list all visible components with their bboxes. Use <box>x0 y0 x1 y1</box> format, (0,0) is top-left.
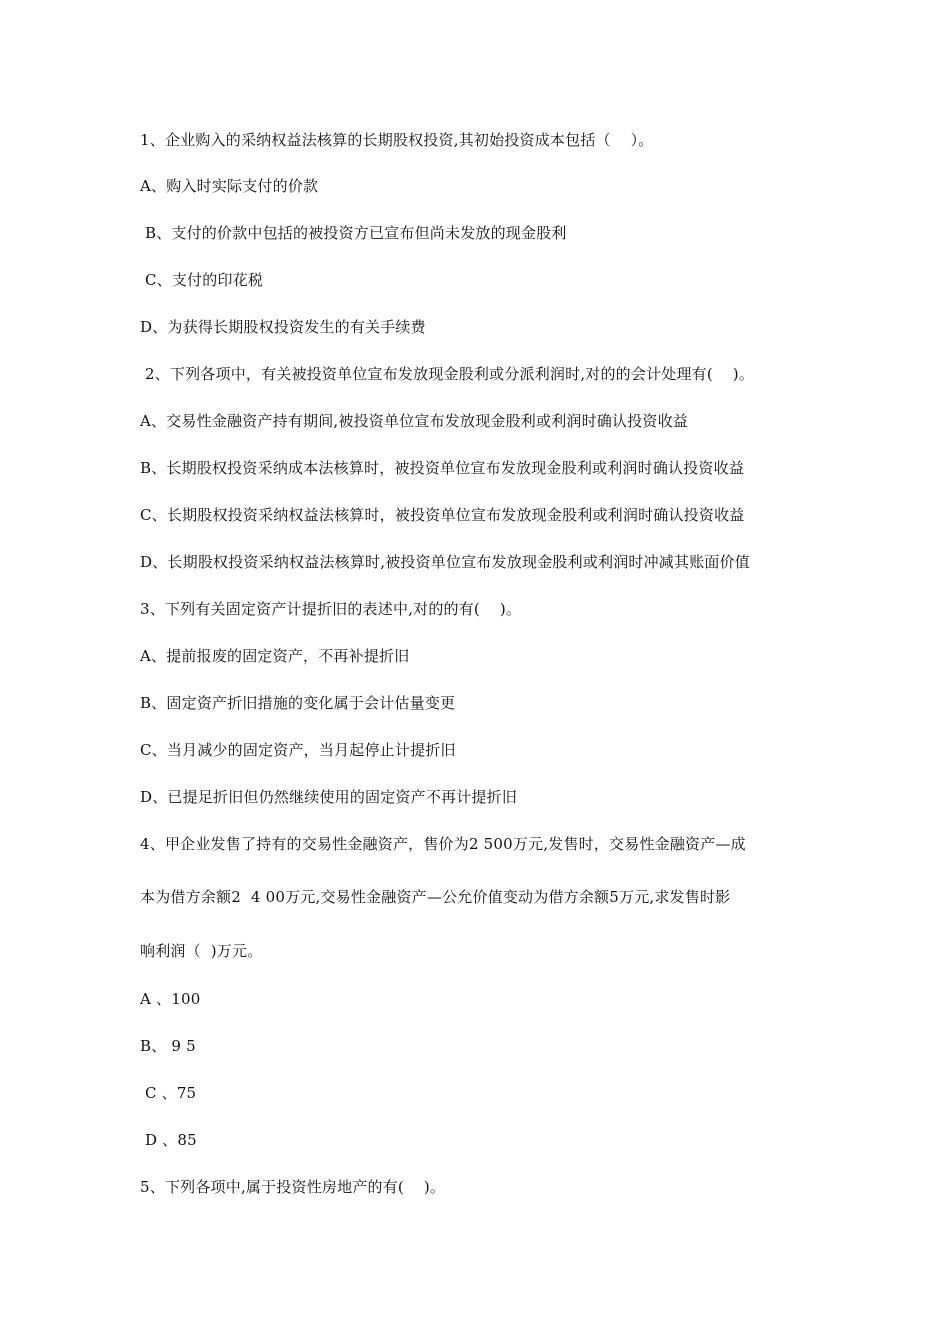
question-4-text-line-2: 本为借方余额2 4 00万元,交易性金融资产—公允价值变动为借方余额5万元,求发售时影 <box>140 888 731 906</box>
question-5-text: 5、下列各项中,属于投资性房地产的有( )。 <box>140 1178 446 1196</box>
question-4-text-line-1: 4、甲企业发售了持有的交易性金融资产，售价为2 500万元,发售时，交易性金融资产—成 <box>140 835 746 853</box>
question-4-option-c: C 、75 <box>140 1084 197 1102</box>
question-2-option-d: D、长期股权投资采纳权益法核算时,被投资单位宣布发放现金股利或利润时冲减其账面价值 <box>140 553 750 571</box>
question-3-text: 3、下列有关固定资产计提折旧的表述中,对的的有( )。 <box>140 600 522 618</box>
question-3-option-b: B、固定资产折旧措施的变化属于会计估量变更 <box>140 694 456 712</box>
question-3-option-a: A、提前报废的固定资产，不再补提折旧 <box>140 647 410 665</box>
question-2-option-b: B、长期股权投资采纳成本法核算时，被投资单位宣布发放现金股利或利润时确认投资收益 <box>140 459 745 477</box>
question-2-option-a: A、交易性金融资产持有期间,被投资单位宣布发放现金股利或利润时确认投资收益 <box>140 412 689 430</box>
question-1-option-c: C、支付的印花税 <box>140 271 264 289</box>
question-2-text: 2、下列各项中，有关被投资单位宣布发放现金股利或分派利润时,对的的会计处理有( )。 <box>140 365 755 383</box>
question-1-option-a: A、购入时实际支付的价款 <box>140 177 319 195</box>
question-3-option-d: D、已提足折旧但仍然继续使用的固定资产不再计提折旧 <box>140 788 518 806</box>
question-4-option-d: D 、85 <box>140 1131 197 1149</box>
question-4-text-line-3: 响利润（ )万元。 <box>140 942 263 960</box>
question-4-option-a: A 、100 <box>140 990 201 1008</box>
question-3-option-c: C、当月减少的固定资产，当月起停止计提折旧 <box>140 741 456 759</box>
question-1-text: 1、企业购入的采纳权益法核算的长期股权投资,其初始投资成本包括（ ）。 <box>140 131 654 149</box>
question-1-option-b: B、支付的价款中包括的被投资方已宣布但尚未发放的现金股利 <box>140 224 567 242</box>
question-4-option-b: B、 9 5 <box>140 1037 196 1055</box>
question-2-option-c: C、长期股权投资采纳权益法核算时，被投资单位宣布发放现金股利或利润时确认投资收益 <box>140 506 745 524</box>
question-1-option-d: D、为获得长期股权投资发生的有关手续费 <box>140 318 426 336</box>
